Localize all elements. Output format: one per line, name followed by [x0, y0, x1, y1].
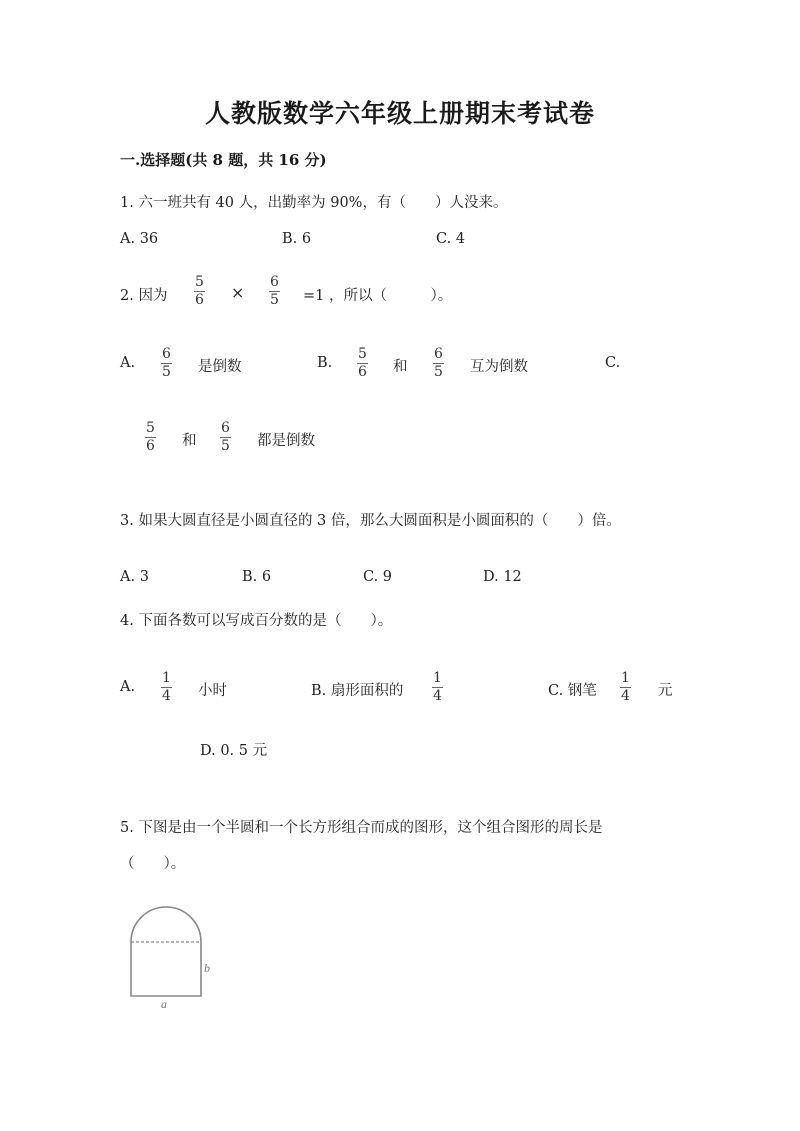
fraction-numerator: 6: [162, 346, 171, 362]
fraction-denominator: 6: [146, 438, 155, 454]
fraction-denominator: 4: [433, 688, 442, 704]
fraction-denominator: 5: [221, 438, 230, 454]
q1-option-c: C. 4: [436, 231, 466, 247]
q1-option-b: B. 6: [282, 231, 312, 247]
fraction-denominator: 4: [621, 688, 630, 704]
fraction-denominator: 5: [162, 364, 171, 380]
q4-option-a-text: 小时: [198, 683, 227, 699]
page-title: 人教版数学六年级上册期末考试卷: [204, 99, 595, 128]
fraction-denominator: 4: [162, 688, 171, 704]
q2-option-a-text: 是倒数: [198, 359, 242, 375]
q4-option-b-label: B. 扇形面积的: [311, 683, 404, 699]
q4-option-b-fraction: [432, 671, 443, 704]
q2-option-b-text: 互为倒数: [470, 359, 528, 375]
fraction-numerator: 5: [358, 346, 367, 362]
fraction-numerator: 1: [162, 670, 171, 686]
q4-option-a-fraction: [161, 671, 172, 704]
fraction-denominator: 5: [270, 292, 279, 308]
q2-option-c-and: 和: [182, 433, 197, 449]
figure-label-b: b: [204, 961, 210, 975]
section-heading: 一.选择题(共 8 题，共 16 分): [120, 151, 327, 169]
q2-fraction-5-6: [194, 275, 205, 308]
q4-stem: 4. 下面各数可以写成百分数的是（ ）。: [120, 613, 393, 629]
q2-option-b-fraction-2: [433, 347, 444, 380]
fraction-numerator: 5: [146, 420, 155, 436]
q4-option-a-label: A.: [120, 679, 136, 695]
q2-option-b-and: 和: [393, 359, 408, 375]
q2-option-a-fraction: [161, 347, 172, 380]
fraction-numerator: 1: [433, 670, 442, 686]
fraction-denominator: 5: [434, 364, 443, 380]
q2-option-a-label: A.: [120, 355, 136, 371]
q1-option-a: A. 36: [120, 231, 159, 247]
semicircle-rectangle-figure: [124, 900, 224, 1015]
q2-stem-suffix: =1 ，所以（ ）。: [303, 288, 453, 304]
q2-option-c-label: C.: [605, 355, 621, 371]
q4-option-d: D. 0. 5 元: [200, 743, 268, 759]
q2-option-c-fraction-2: [220, 421, 231, 454]
q1-stem: 1. 六一班共有 40 人，出勤率为 90%，有（ ）人没来。: [120, 195, 508, 211]
q2-stem-prefix: 2. 因为: [120, 288, 168, 304]
q5-stem-line1: 5. 下图是由一个半圆和一个长方形组合而成的图形，这个组合图形的周长是: [120, 820, 603, 836]
q3-stem: 3. 如果大圆直径是小圆直径的 3 倍，那么大圆面积是小圆面积的（ ）倍。: [120, 513, 621, 529]
q3-option-c: C. 9: [363, 569, 393, 585]
fraction-denominator: 6: [195, 292, 204, 308]
fraction-numerator: 6: [434, 346, 443, 362]
q4-option-c-label: C. 钢笔: [548, 683, 597, 699]
q2-option-b-fraction-1: [357, 347, 368, 380]
q4-option-c-fraction: [620, 671, 631, 704]
fraction-numerator: 5: [195, 274, 204, 290]
q4-option-c-text: 元: [658, 683, 673, 699]
times-sign: ×: [231, 283, 245, 302]
q5-stem-line2: （ ）。: [120, 856, 186, 872]
fraction-denominator: 6: [358, 364, 367, 380]
figure-label-a: a: [161, 997, 167, 1011]
q2-option-c-fraction-1: [145, 421, 156, 454]
figure-background: [124, 900, 224, 1015]
q3-option-d: D. 12: [483, 569, 522, 585]
q2-option-b-label: B.: [317, 355, 333, 371]
q3-option-b: B. 6: [242, 569, 272, 585]
q3-option-a: A. 3: [120, 569, 149, 585]
fraction-numerator: 1: [621, 670, 630, 686]
q2-fraction-6-5: [269, 275, 280, 308]
fraction-numerator: 6: [270, 274, 279, 290]
q2-option-c-text: 都是倒数: [257, 433, 315, 449]
fraction-numerator: 6: [221, 420, 230, 436]
